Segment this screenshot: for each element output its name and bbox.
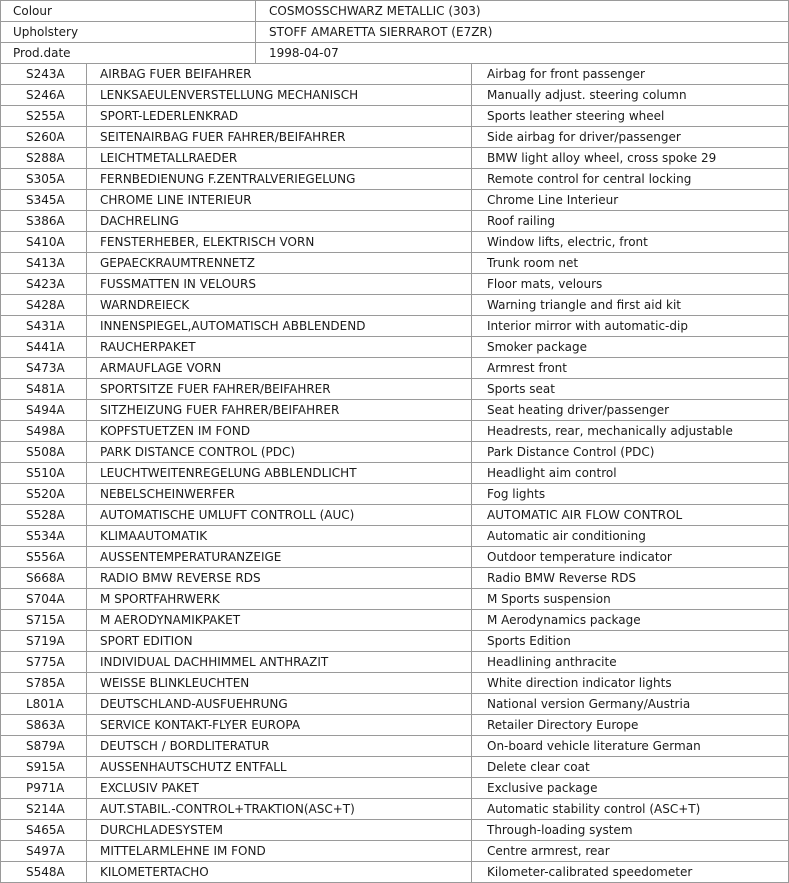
option-row <box>1 757 789 778</box>
option-code: S423A <box>1 274 87 295</box>
option-code: S879A <box>1 736 87 757</box>
option-row <box>1 379 789 400</box>
option-description-german: DEUTSCH / BORDLITERATUR <box>87 736 472 757</box>
option-description-german: FERNBEDIENUNG F.ZENTRALVERIEGELUNG <box>87 169 472 190</box>
info-key: Upholstery <box>1 22 256 43</box>
option-row <box>1 736 789 757</box>
option-description-german: AUTOMATISCHE UMLUFT CONTROLL (AUC) <box>87 505 472 526</box>
option-description-english: Chrome Line Interieur <box>472 190 789 211</box>
option-description-german: LENKSAEULENVERSTELLUNG MECHANISCH <box>87 85 472 106</box>
option-description-german: SPORT EDITION <box>87 631 472 652</box>
option-description-german: GEPAECKRAUMTRENNETZ <box>87 253 472 274</box>
option-description-german: DEUTSCHLAND-AUSFUEHRUNG <box>87 694 472 715</box>
option-row <box>1 484 789 505</box>
option-description-german: CHROME LINE INTERIEUR <box>87 190 472 211</box>
option-row <box>1 148 789 169</box>
option-description-german: RAUCHERPAKET <box>87 337 472 358</box>
option-description-english: Manually adjust. steering column <box>472 85 789 106</box>
option-row <box>1 358 789 379</box>
option-code: S497A <box>1 841 87 862</box>
option-description-english: Roof railing <box>472 211 789 232</box>
option-row <box>1 547 789 568</box>
info-key: Prod.date <box>1 43 256 64</box>
option-description-german: LEUCHTWEITENREGELUNG ABBLENDLICHT <box>87 463 472 484</box>
option-description-english: Radio BMW Reverse RDS <box>472 568 789 589</box>
option-row <box>1 295 789 316</box>
options-table <box>0 63 789 883</box>
option-description-english: M Aerodynamics package <box>472 610 789 631</box>
option-row <box>1 505 789 526</box>
option-row <box>1 778 789 799</box>
option-description-german: SPORTSITZE FUER FAHRER/BEIFAHRER <box>87 379 472 400</box>
option-code: S498A <box>1 421 87 442</box>
option-description-german: EXCLUSIV PAKET <box>87 778 472 799</box>
option-code: S288A <box>1 148 87 169</box>
option-row <box>1 64 789 85</box>
option-row <box>1 169 789 190</box>
option-description-german: ARMAUFLAGE VORN <box>87 358 472 379</box>
option-description-english: Side airbag for driver/passenger <box>472 127 789 148</box>
option-code: S481A <box>1 379 87 400</box>
option-code: S534A <box>1 526 87 547</box>
info-row <box>1 1 789 22</box>
option-row <box>1 652 789 673</box>
option-description-german: FENSTERHEBER, ELEKTRISCH VORN <box>87 232 472 253</box>
option-description-english: Trunk room net <box>472 253 789 274</box>
option-row <box>1 232 789 253</box>
option-description-english: Sports seat <box>472 379 789 400</box>
option-code: S719A <box>1 631 87 652</box>
option-row <box>1 190 789 211</box>
option-code: S243A <box>1 64 87 85</box>
option-description-english: Retailer Directory Europe <box>472 715 789 736</box>
option-description-german: DURCHLADESYSTEM <box>87 820 472 841</box>
option-description-german: KOPFSTUETZEN IM FOND <box>87 421 472 442</box>
option-description-english: Park Distance Control (PDC) <box>472 442 789 463</box>
option-description-english: Smoker package <box>472 337 789 358</box>
option-description-english: M Sports suspension <box>472 589 789 610</box>
option-row <box>1 568 789 589</box>
option-description-english: Window lifts, electric, front <box>472 232 789 253</box>
option-code: S345A <box>1 190 87 211</box>
option-code: L801A <box>1 694 87 715</box>
option-code: S520A <box>1 484 87 505</box>
option-code: S775A <box>1 652 87 673</box>
option-description-english: Airbag for front passenger <box>472 64 789 85</box>
option-description-german: SEITENAIRBAG FUER FAHRER/BEIFAHRER <box>87 127 472 148</box>
option-code: S305A <box>1 169 87 190</box>
option-description-english: National version Germany/Austria <box>472 694 789 715</box>
option-code: S428A <box>1 295 87 316</box>
info-key: Colour <box>1 1 256 22</box>
option-description-german: SITZHEIZUNG FUER FAHRER/BEIFAHRER <box>87 400 472 421</box>
option-row <box>1 673 789 694</box>
option-code: S465A <box>1 820 87 841</box>
option-code: S785A <box>1 673 87 694</box>
option-code: S260A <box>1 127 87 148</box>
info-row <box>1 22 789 43</box>
option-description-english: Kilometer-calibrated speedometer <box>472 862 789 883</box>
option-code: P971A <box>1 778 87 799</box>
option-row <box>1 631 789 652</box>
option-description-english: White direction indicator lights <box>472 673 789 694</box>
option-description-english: Automatic stability control (ASC+T) <box>472 799 789 820</box>
option-row <box>1 463 789 484</box>
info-value: STOFF AMARETTA SIERRAROT (E7ZR) <box>256 22 789 43</box>
option-description-german: SERVICE KONTAKT-FLYER EUROPA <box>87 715 472 736</box>
option-row <box>1 253 789 274</box>
option-code: S214A <box>1 799 87 820</box>
option-code: S704A <box>1 589 87 610</box>
option-row <box>1 442 789 463</box>
vehicle-info-table <box>0 0 789 64</box>
option-code: S510A <box>1 463 87 484</box>
option-code: S410A <box>1 232 87 253</box>
option-code: S508A <box>1 442 87 463</box>
option-code: S246A <box>1 85 87 106</box>
option-description-english: BMW light alloy wheel, cross spoke 29 <box>472 148 789 169</box>
option-description-english: Seat heating driver/passenger <box>472 400 789 421</box>
option-description-english: Outdoor temperature indicator <box>472 547 789 568</box>
option-code: S863A <box>1 715 87 736</box>
option-description-english: Through-loading system <box>472 820 789 841</box>
option-description-german: AUSSENTEMPERATURANZEIGE <box>87 547 472 568</box>
option-description-german: KILOMETERTACHO <box>87 862 472 883</box>
option-code: S915A <box>1 757 87 778</box>
option-description-english: Headlining anthracite <box>472 652 789 673</box>
option-description-english: Sports leather steering wheel <box>472 106 789 127</box>
option-description-german: M AERODYNAMIKPAKET <box>87 610 472 631</box>
option-row <box>1 694 789 715</box>
option-description-german: AUSSENHAUTSCHUTZ ENTFALL <box>87 757 472 778</box>
option-description-english: Armrest front <box>472 358 789 379</box>
option-row <box>1 316 789 337</box>
option-description-english: Interior mirror with automatic-dip <box>472 316 789 337</box>
option-row <box>1 211 789 232</box>
option-code: S715A <box>1 610 87 631</box>
option-row <box>1 85 789 106</box>
option-code: S255A <box>1 106 87 127</box>
option-description-german: SPORT-LEDERLENKRAD <box>87 106 472 127</box>
option-row <box>1 127 789 148</box>
option-row <box>1 715 789 736</box>
option-description-english: Automatic air conditioning <box>472 526 789 547</box>
option-code: S431A <box>1 316 87 337</box>
option-description-german: M SPORTFAHRWERK <box>87 589 472 610</box>
option-description-english: Delete clear coat <box>472 757 789 778</box>
info-value: 1998-04-07 <box>256 43 789 64</box>
option-description-german: AUT.STABIL.-CONTROL+TRAKTION(ASC+T) <box>87 799 472 820</box>
option-row <box>1 526 789 547</box>
option-description-english: Sports Edition <box>472 631 789 652</box>
option-description-german: DACHRELING <box>87 211 472 232</box>
option-row <box>1 610 789 631</box>
option-row <box>1 841 789 862</box>
option-row <box>1 799 789 820</box>
option-code: S473A <box>1 358 87 379</box>
option-description-german: INDIVIDUAL DACHHIMMEL ANTHRAZIT <box>87 652 472 673</box>
option-code: S413A <box>1 253 87 274</box>
option-row <box>1 589 789 610</box>
option-row <box>1 106 789 127</box>
option-description-english: Warning triangle and first aid kit <box>472 295 789 316</box>
option-description-german: WEISSE BLINKLEUCHTEN <box>87 673 472 694</box>
option-description-german: NEBELSCHEINWERFER <box>87 484 472 505</box>
option-code: S556A <box>1 547 87 568</box>
info-row <box>1 43 789 64</box>
options-body <box>1 64 789 883</box>
info-value: COSMOSSCHWARZ METALLIC (303) <box>256 1 789 22</box>
option-code: S441A <box>1 337 87 358</box>
option-code: S386A <box>1 211 87 232</box>
option-row <box>1 421 789 442</box>
option-code: S528A <box>1 505 87 526</box>
option-description-english: Centre armrest, rear <box>472 841 789 862</box>
option-description-german: LEICHTMETALLRAEDER <box>87 148 472 169</box>
option-description-english: AUTOMATIC AIR FLOW CONTROL <box>472 505 789 526</box>
vehicle-info-body <box>1 1 789 64</box>
option-description-english: Fog lights <box>472 484 789 505</box>
option-row <box>1 337 789 358</box>
option-description-german: MITTELARMLEHNE IM FOND <box>87 841 472 862</box>
option-description-german: PARK DISTANCE CONTROL (PDC) <box>87 442 472 463</box>
option-description-german: KLIMAAUTOMATIK <box>87 526 472 547</box>
option-description-english: Headlight aim control <box>472 463 789 484</box>
option-row <box>1 400 789 421</box>
option-description-english: Headrests, rear, mechanically adjustable <box>472 421 789 442</box>
option-description-english: Exclusive package <box>472 778 789 799</box>
option-description-english: On-board vehicle literature German <box>472 736 789 757</box>
option-description-english: Remote control for central locking <box>472 169 789 190</box>
option-row <box>1 274 789 295</box>
option-code: S494A <box>1 400 87 421</box>
option-description-german: RADIO BMW REVERSE RDS <box>87 568 472 589</box>
option-row <box>1 820 789 841</box>
option-description-german: AIRBAG FUER BEIFAHRER <box>87 64 472 85</box>
option-code: S668A <box>1 568 87 589</box>
option-description-german: FUSSMATTEN IN VELOURS <box>87 274 472 295</box>
option-description-german: INNENSPIEGEL,AUTOMATISCH ABBLENDEND <box>87 316 472 337</box>
option-description-english: Floor mats, velours <box>472 274 789 295</box>
option-description-german: WARNDREIECK <box>87 295 472 316</box>
option-code: S548A <box>1 862 87 883</box>
option-row <box>1 862 789 883</box>
